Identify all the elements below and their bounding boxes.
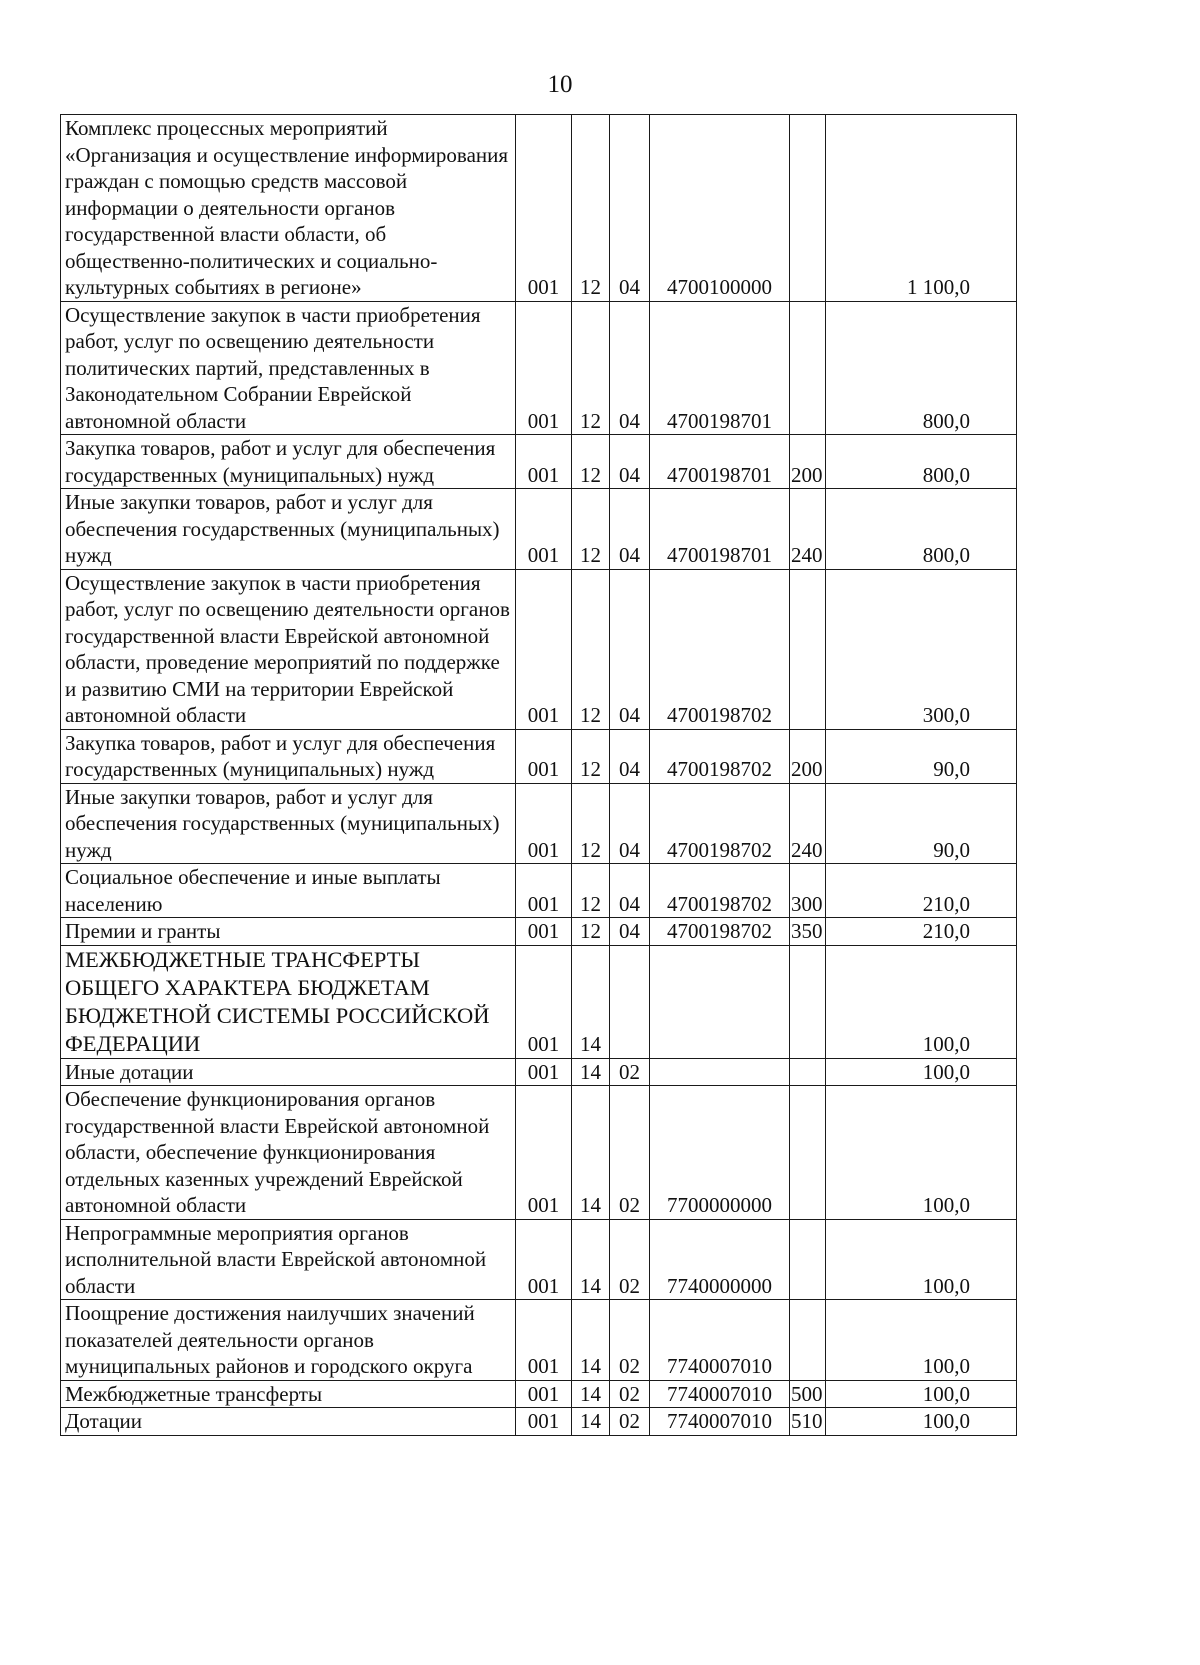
row-name: Иные закупки товаров, работ и услуг для обеспечения государственных (муниципальных) нужд [61, 783, 516, 864]
row-ministry-code: 001 [516, 489, 572, 570]
page-number: 10 [547, 71, 573, 98]
row-ministry-code: 001 [516, 1086, 572, 1220]
row-expense-type [790, 301, 826, 435]
table-row [61, 864, 1017, 918]
row-amount: 800,0 [826, 301, 1017, 435]
table-row [61, 489, 1017, 570]
row-subsection-code: 04 [610, 918, 650, 946]
row-expense-type: 350 [790, 918, 826, 946]
row-amount: 90,0 [826, 729, 1017, 783]
row-ministry-code: 001 [516, 864, 572, 918]
row-section-code: 14 [572, 1408, 610, 1436]
row-expense-type: 500 [790, 1380, 826, 1408]
row-section-code: 14 [572, 1058, 610, 1086]
table-row [61, 1380, 1017, 1408]
row-ministry-code: 001 [516, 729, 572, 783]
row-amount: 100,0 [826, 1408, 1017, 1436]
row-ministry-code: 001 [516, 1408, 572, 1436]
row-subsection-code: 02 [610, 1086, 650, 1220]
row-subsection-code: 04 [610, 301, 650, 435]
table-row [61, 1058, 1017, 1086]
row-target-article: 7740007010 [650, 1408, 790, 1436]
row-amount: 100,0 [826, 945, 1017, 1058]
row-section-code: 12 [572, 435, 610, 489]
row-name: Обеспечение функционирования органов государственной власти Еврейской автономной области, обеспечение функционирования отдельных казенных учреждений Еврейской автономной области [61, 1086, 516, 1220]
row-name: МЕЖБЮДЖЕТНЫЕ ТРАНСФЕРТЫ ОБЩЕГО ХАРАКТЕРА БЮДЖЕТАМ БЮДЖЕТНОЙ СИСТЕМЫ РОССИЙСКОЙ ФЕДЕРАЦИИ [61, 945, 516, 1058]
row-expense-type [790, 115, 826, 302]
row-expense-type: 200 [790, 435, 826, 489]
row-expense-type: 240 [790, 489, 826, 570]
row-amount: 800,0 [826, 489, 1017, 570]
row-section-code: 14 [572, 1219, 610, 1300]
row-name: Премии и гранты [61, 918, 516, 946]
row-target-article: 4700198702 [650, 783, 790, 864]
row-target-article: 7740000000 [650, 1219, 790, 1300]
row-subsection-code: 02 [610, 1219, 650, 1300]
row-subsection-code: 04 [610, 783, 650, 864]
row-ministry-code: 001 [516, 569, 572, 729]
row-amount: 100,0 [826, 1380, 1017, 1408]
row-target-article [650, 945, 790, 1058]
row-section-code: 14 [572, 1086, 610, 1220]
row-target-article: 4700198702 [650, 918, 790, 946]
row-subsection-code: 02 [610, 1408, 650, 1436]
row-name: Межбюджетные трансферты [61, 1380, 516, 1408]
row-ministry-code: 001 [516, 783, 572, 864]
row-name: Иные закупки товаров, работ и услуг для обеспечения государственных (муниципальных) нужд [61, 489, 516, 570]
row-target-article: 4700100000 [650, 115, 790, 302]
table-row [61, 1086, 1017, 1220]
row-expense-type [790, 569, 826, 729]
row-ministry-code: 001 [516, 1380, 572, 1408]
table-row [61, 945, 1017, 1058]
row-section-code: 12 [572, 301, 610, 435]
row-section-code: 12 [572, 569, 610, 729]
table-row [61, 115, 1017, 302]
table-row [61, 1408, 1017, 1436]
table-row [61, 918, 1017, 946]
table-row [61, 435, 1017, 489]
row-amount: 300,0 [826, 569, 1017, 729]
row-ministry-code: 001 [516, 945, 572, 1058]
row-expense-type: 240 [790, 783, 826, 864]
row-subsection-code: 04 [610, 864, 650, 918]
row-name: Поощрение достижения наилучших значений показателей деятельности органов муниципальных районов и городского округа [61, 1300, 516, 1381]
row-expense-type [790, 1300, 826, 1381]
row-expense-type [790, 1058, 826, 1086]
row-name: Осуществление закупок в части приобретения работ, услуг по освещению деятельности органов государственной власти Еврейской автономной области, проведение мероприятий по поддержке и развитию СМИ на территории Еврейской автономной области [61, 569, 516, 729]
row-amount: 100,0 [826, 1300, 1017, 1381]
row-target-article: 7740007010 [650, 1300, 790, 1381]
table-row [61, 783, 1017, 864]
row-section-code: 12 [572, 918, 610, 946]
row-ministry-code: 001 [516, 301, 572, 435]
row-amount: 210,0 [826, 918, 1017, 946]
row-section-code: 14 [572, 945, 610, 1058]
row-amount: 1 100,0 [826, 115, 1017, 302]
row-amount: 800,0 [826, 435, 1017, 489]
row-expense-type [790, 945, 826, 1058]
row-expense-type [790, 1086, 826, 1220]
row-target-article: 4700198701 [650, 301, 790, 435]
row-ministry-code: 001 [516, 1300, 572, 1381]
row-amount: 100,0 [826, 1058, 1017, 1086]
row-subsection-code: 04 [610, 435, 650, 489]
table-row [61, 1219, 1017, 1300]
row-expense-type: 300 [790, 864, 826, 918]
row-amount: 90,0 [826, 783, 1017, 864]
row-name: Комплекс процессных мероприятий «Организация и осуществление информирования граждан с помощью средств массовой информации о деятельности органов государственной власти области, об общественно-политических и социально-культурных событиях в регионе» [61, 115, 516, 302]
row-ministry-code: 001 [516, 115, 572, 302]
row-section-code: 14 [572, 1300, 610, 1381]
row-amount: 100,0 [826, 1219, 1017, 1300]
row-name: Социальное обеспечение и иные выплаты населению [61, 864, 516, 918]
table-row [61, 301, 1017, 435]
row-subsection-code: 04 [610, 729, 650, 783]
row-ministry-code: 001 [516, 1219, 572, 1300]
row-name: Закупка товаров, работ и услуг для обеспечения государственных (муниципальных) нужд [61, 729, 516, 783]
row-target-article: 4700198702 [650, 864, 790, 918]
row-expense-type [790, 1219, 826, 1300]
row-name: Дотации [61, 1408, 516, 1436]
row-subsection-code [610, 945, 650, 1058]
row-target-article: 4700198702 [650, 729, 790, 783]
row-target-article: 4700198701 [650, 435, 790, 489]
row-name: Закупка товаров, работ и услуг для обеспечения государственных (муниципальных) нужд [61, 435, 516, 489]
row-subsection-code: 04 [610, 489, 650, 570]
row-subsection-code: 04 [610, 569, 650, 729]
row-amount: 210,0 [826, 864, 1017, 918]
table-row [61, 1300, 1017, 1381]
row-subsection-code: 02 [610, 1380, 650, 1408]
row-ministry-code: 001 [516, 918, 572, 946]
row-target-article: 4700198702 [650, 569, 790, 729]
row-section-code: 12 [572, 115, 610, 302]
row-section-code: 12 [572, 864, 610, 918]
row-subsection-code: 02 [610, 1300, 650, 1381]
row-target-article: 4700198701 [650, 489, 790, 570]
row-name: Непрограммные мероприятия органов исполнительной власти Еврейской автономной области [61, 1219, 516, 1300]
row-expense-type: 200 [790, 729, 826, 783]
table-row [61, 729, 1017, 783]
row-amount: 100,0 [826, 1086, 1017, 1220]
budget-table [60, 114, 1017, 1436]
row-target-article [650, 1058, 790, 1086]
table-row [61, 569, 1017, 729]
row-target-article: 7700000000 [650, 1086, 790, 1220]
row-section-code: 12 [572, 489, 610, 570]
row-section-code: 14 [572, 1380, 610, 1408]
row-subsection-code: 02 [610, 1058, 650, 1086]
row-target-article: 7740007010 [650, 1380, 790, 1408]
row-section-code: 12 [572, 729, 610, 783]
row-ministry-code: 001 [516, 435, 572, 489]
row-name: Осуществление закупок в части приобретения работ, услуг по освещению деятельности политических партий, представленных в Законодательном Собрании Еврейской автономной области [61, 301, 516, 435]
row-subsection-code: 04 [610, 115, 650, 302]
row-ministry-code: 001 [516, 1058, 572, 1086]
row-expense-type: 510 [790, 1408, 826, 1436]
row-name: Иные дотации [61, 1058, 516, 1086]
row-section-code: 12 [572, 783, 610, 864]
